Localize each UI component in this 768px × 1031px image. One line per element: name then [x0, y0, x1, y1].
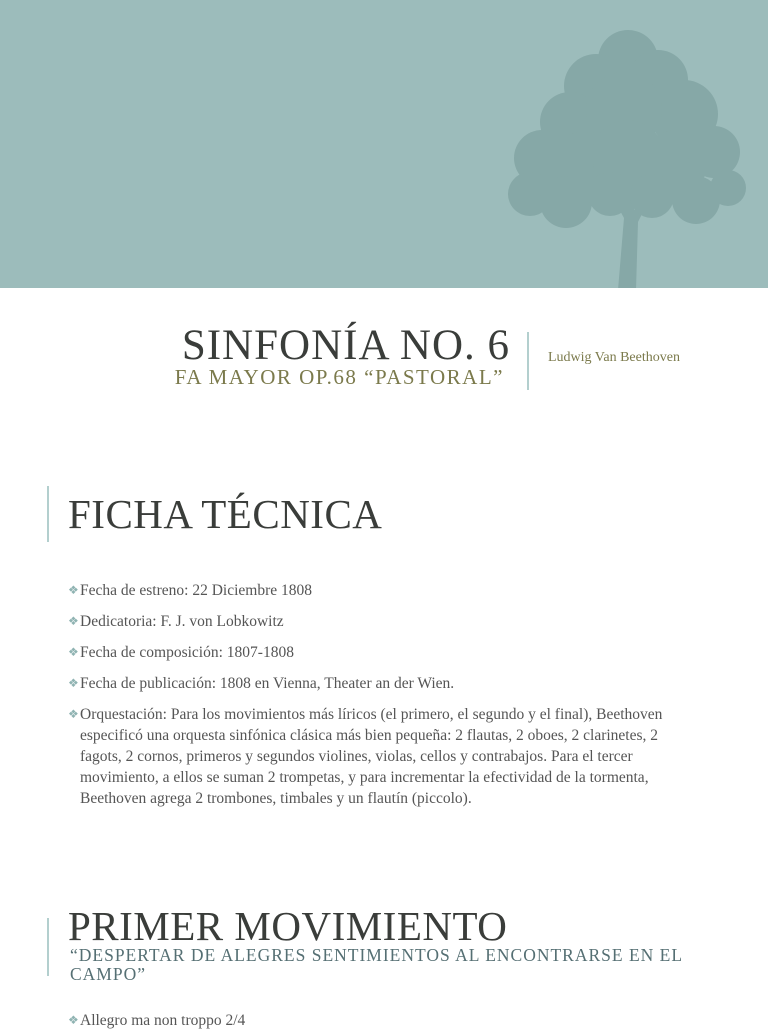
list-item: ❖ Dedicatoria: F. J. von Lobkowitz: [68, 613, 284, 630]
section-accent-bar: [47, 918, 49, 976]
section-heading-ficha-tecnica: FICHA TÉCNICA: [68, 491, 383, 537]
tree-illustration: [500, 18, 750, 288]
page-subtitle: FA MAYOR OP.68 “PASTORAL”: [174, 365, 504, 389]
primer-movimiento-list: [68, 1010, 668, 1031]
list-item: ❖ Fecha de composición: 1807-1808: [68, 644, 294, 661]
diamond-bullet-icon: ❖: [68, 1013, 79, 1027]
author-name: Ludwig Van Beethoven: [548, 350, 680, 365]
list-item: ❖ Allegro ma non troppo 2/4: [68, 1012, 246, 1029]
movement-subtitle: “DESPERTAR DE ALEGRES SENTIMIENTOS AL ENCONTRARSE EN EL CAMPO”: [70, 945, 683, 984]
list-item: ❖ Fecha de estreno: 22 Diciembre 1808: [68, 582, 312, 599]
list-item: ❖ Fecha de publicación: 1808 en Vienna, Theater an der Wien.: [68, 675, 455, 692]
section-heading-primer-movimiento: PRIMER MOVIMIENTO: [68, 903, 508, 949]
diamond-bullet-icon: ❖: [68, 707, 79, 721]
diamond-bullet-icon: ❖: [68, 645, 79, 659]
header-banner: [0, 0, 768, 288]
diamond-bullet-icon: ❖: [68, 676, 79, 690]
ficha-tecnica-list: [68, 580, 668, 819]
title-divider: [527, 332, 529, 390]
diamond-bullet-icon: ❖: [68, 614, 79, 628]
list-item: ❖ Orquestación: Para los movimientos más líricos (el primero, el segundo y el final), Beethoven especificó una orquesta sinfónica clásica más bien pequeña: 2 flautas, 2 oboes, 2 clarinetes, 2 fagots, 2 cornos, primeros y segundos violines, violas, cellos y contrabajos. Para el tercer movimiento, a ellos se suman 2 trompetas, y para incrementar la efectividad de la tormenta, Beethoven agrega 2 trombones, timbales y un flautín (piccolo).: [68, 706, 663, 807]
diamond-bullet-icon: ❖: [68, 583, 79, 597]
section-accent-bar: [47, 486, 49, 542]
page-title: SINFONÍA NO. 6: [181, 322, 510, 369]
title-block: [0, 318, 768, 398]
